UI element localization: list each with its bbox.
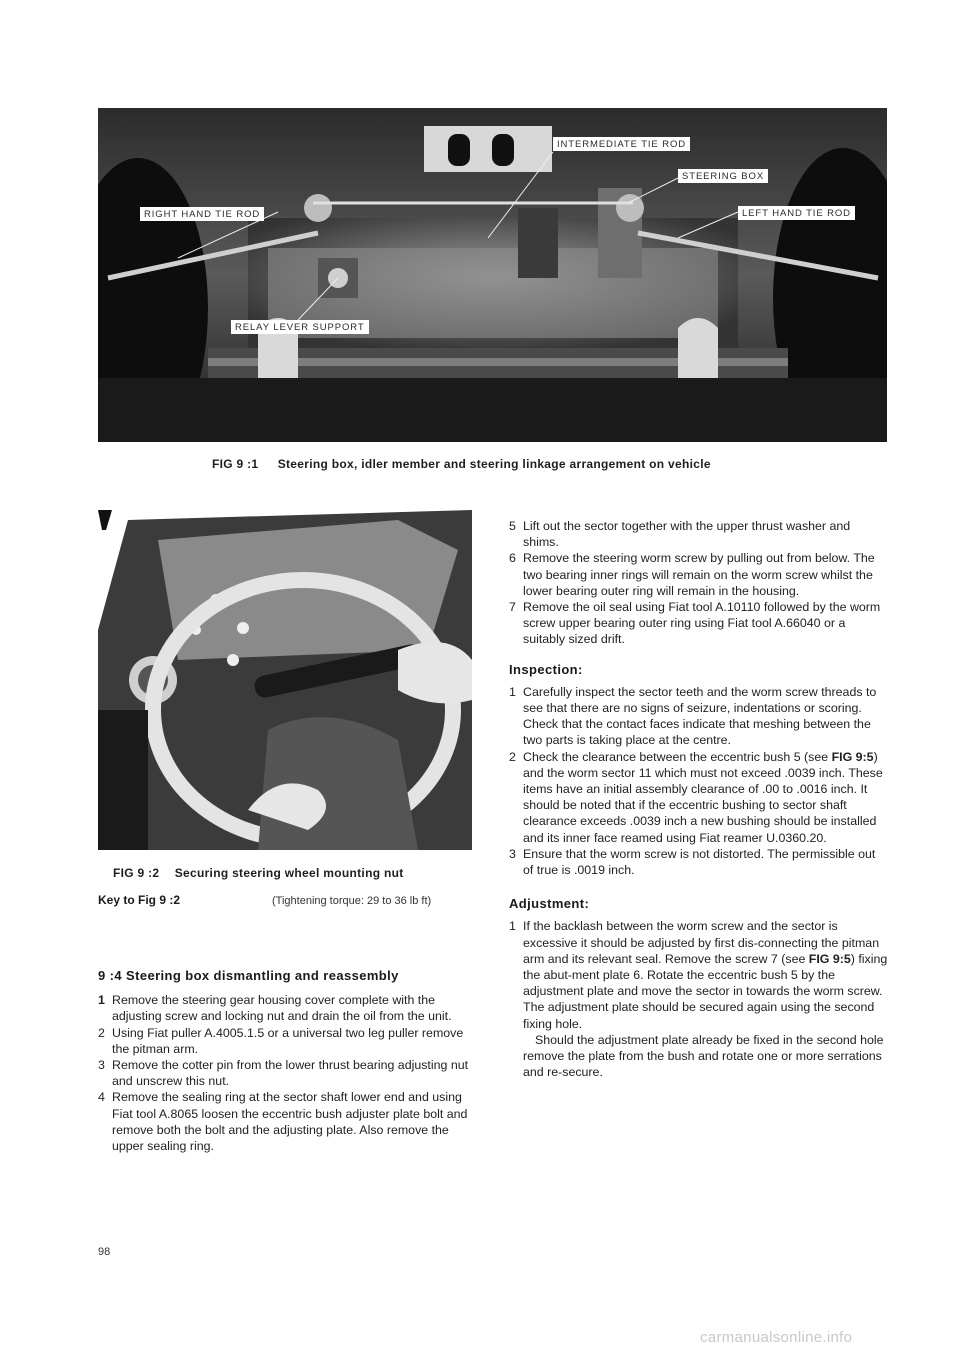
list-item: [509, 518, 888, 550]
item-text: Remove the sealing ring at the sector shaft lower end and using Fiat tool A.8065 loosen the eccentric bush adjuster plate bolt and remove both the bolt and the adjusting plate. Also remove the upper sealing ring.: [112, 1090, 468, 1154]
list-item: [509, 918, 888, 1031]
list-item: [98, 1025, 474, 1057]
adjustment-heading: Adjustment:: [509, 896, 590, 912]
list-item: [98, 1089, 474, 1154]
figure-reference: FIG 9:5: [831, 749, 874, 764]
section-9-4: [98, 968, 474, 1154]
item-text: Carefully inspect the sector teeth and the worm screw threads to see that there are no signs of seizure, indentations or scoring. Check that the contact faces indicate that meshing between the two parts is taking place at the centre.: [523, 684, 877, 748]
item-number: 2: [509, 749, 516, 764]
figure-9-1-photo: [98, 108, 887, 442]
item-number: 4: [98, 1090, 105, 1105]
figure-9-1-caption: [212, 457, 711, 471]
key-label: Key to Fig 9 :2: [98, 893, 181, 907]
list-item: [98, 992, 474, 1024]
item-number: 1: [98, 993, 105, 1008]
watermark: carmanualsonline.info: [700, 1329, 853, 1346]
list-item: [98, 1057, 474, 1089]
item-number: 2: [98, 1025, 105, 1040]
item-number: 3: [509, 846, 516, 861]
item-number: 1: [509, 684, 516, 699]
figure-9-2-title: Securing steering wheel mounting nut: [174, 866, 404, 880]
callout-right-hand-tie-rod: RIGHT HAND TIE ROD: [140, 207, 264, 221]
item-number: 3: [98, 1058, 105, 1073]
steering-wheel-photo: [98, 510, 472, 850]
figure-9-2-caption: [113, 866, 404, 880]
section-heading: 9 :4 Steering box dismantling and reassembly: [98, 968, 399, 983]
item-text-part: If the backlash between the worm screw and the sector is excessive it should be adjusted by first dis-connecting the pitman arm and its relevant seal. Remove the screw 7 (see: [523, 919, 880, 966]
item-text: Remove the cotter pin from the lower thrust bearing adjusting nut and unscrew this nut.: [112, 1058, 469, 1089]
list-item: [509, 599, 888, 648]
item-text: Using Fiat puller A.4005.1.5 or a universal two leg puller remove the pitman arm.: [112, 1025, 464, 1056]
figure-9-2-key: [98, 893, 180, 907]
figure-9-2-label: FIG 9 :2: [113, 866, 160, 880]
item-number: 7: [509, 600, 516, 615]
figure-9-2-photo: [98, 510, 472, 850]
item-text-part: ) fixing the abut-ment plate 6. Rotate the eccentric bush 5 by the adjustment plate and move the sector in towards the worm screw. The adjustment plate should be secured again using the second fixing hole.: [523, 951, 888, 1031]
list-item: [509, 550, 888, 599]
callout-intermediate-tie-rod: INTERMEDIATE TIE ROD: [553, 137, 690, 151]
item-text: Remove the steering worm screw by pulling out from below. The two bearing inner rings will remain on the worm screw whilst the lower bearing outer ring will remain in the housing.: [523, 551, 875, 598]
inspection-heading: Inspection:: [509, 661, 583, 677]
item-text: Ensure that the worm screw is not distorted. The permissible out of true is .0019 inch.: [523, 846, 876, 878]
torque-note: (Tightening torque: 29 to 36 lb ft): [272, 895, 432, 907]
item-text: Remove the oil seal using Fiat tool A.10110 followed by the worm screw upper bearing outer ring using Fiat tool A.66040 or a suitably sized drift.: [523, 600, 881, 647]
list-item: [509, 846, 888, 878]
figure-9-1-title: Steering box, idler member and steering linkage arrangement on vehicle: [277, 457, 711, 471]
continuation-paragraph: Should the adjustment plate already be fixed in the second hole remove the plate from the bush and rotate one or more serrations and re-secure.: [523, 1032, 884, 1080]
callout-relay-lever-support: RELAY LEVER SUPPORT: [231, 320, 369, 334]
figure-9-1-label: FIG 9 :1: [212, 457, 259, 471]
list-item: [509, 684, 888, 749]
steering-linkage-photo: [98, 108, 887, 442]
list-item: [509, 749, 888, 846]
item-text-part: Check the clearance between the eccentric bush 5 (see: [523, 749, 832, 764]
item-text-part: ) and the worm sector 11 which must not exceed .0039 inch. These items have an initial assembly clearance of .00 to .0016 inch. It should be noted that if the eccentric bushing to sector shaft clearance exceeds .0039 inch a new bushing should be installed and its inner face reamed using Fiat reamer U.0360.20.: [523, 749, 883, 845]
item-number: 6: [509, 551, 516, 566]
item-text: Remove the steering gear housing cover complete with the adjusting screw and locking nut and drain the oil from the unit.: [112, 993, 452, 1024]
right-column: [509, 518, 888, 1081]
callout-steering-box: STEERING BOX: [678, 169, 768, 183]
item-number: 1: [509, 919, 516, 934]
callout-left-hand-tie-rod: LEFT HAND TIE ROD: [738, 206, 855, 220]
item-text: Lift out the sector together with the upper thrust washer and shims.: [523, 519, 851, 550]
item-number: 5: [509, 519, 516, 533]
figure-reference: FIG 9:5: [808, 951, 851, 966]
page-number: 98: [98, 1246, 111, 1258]
